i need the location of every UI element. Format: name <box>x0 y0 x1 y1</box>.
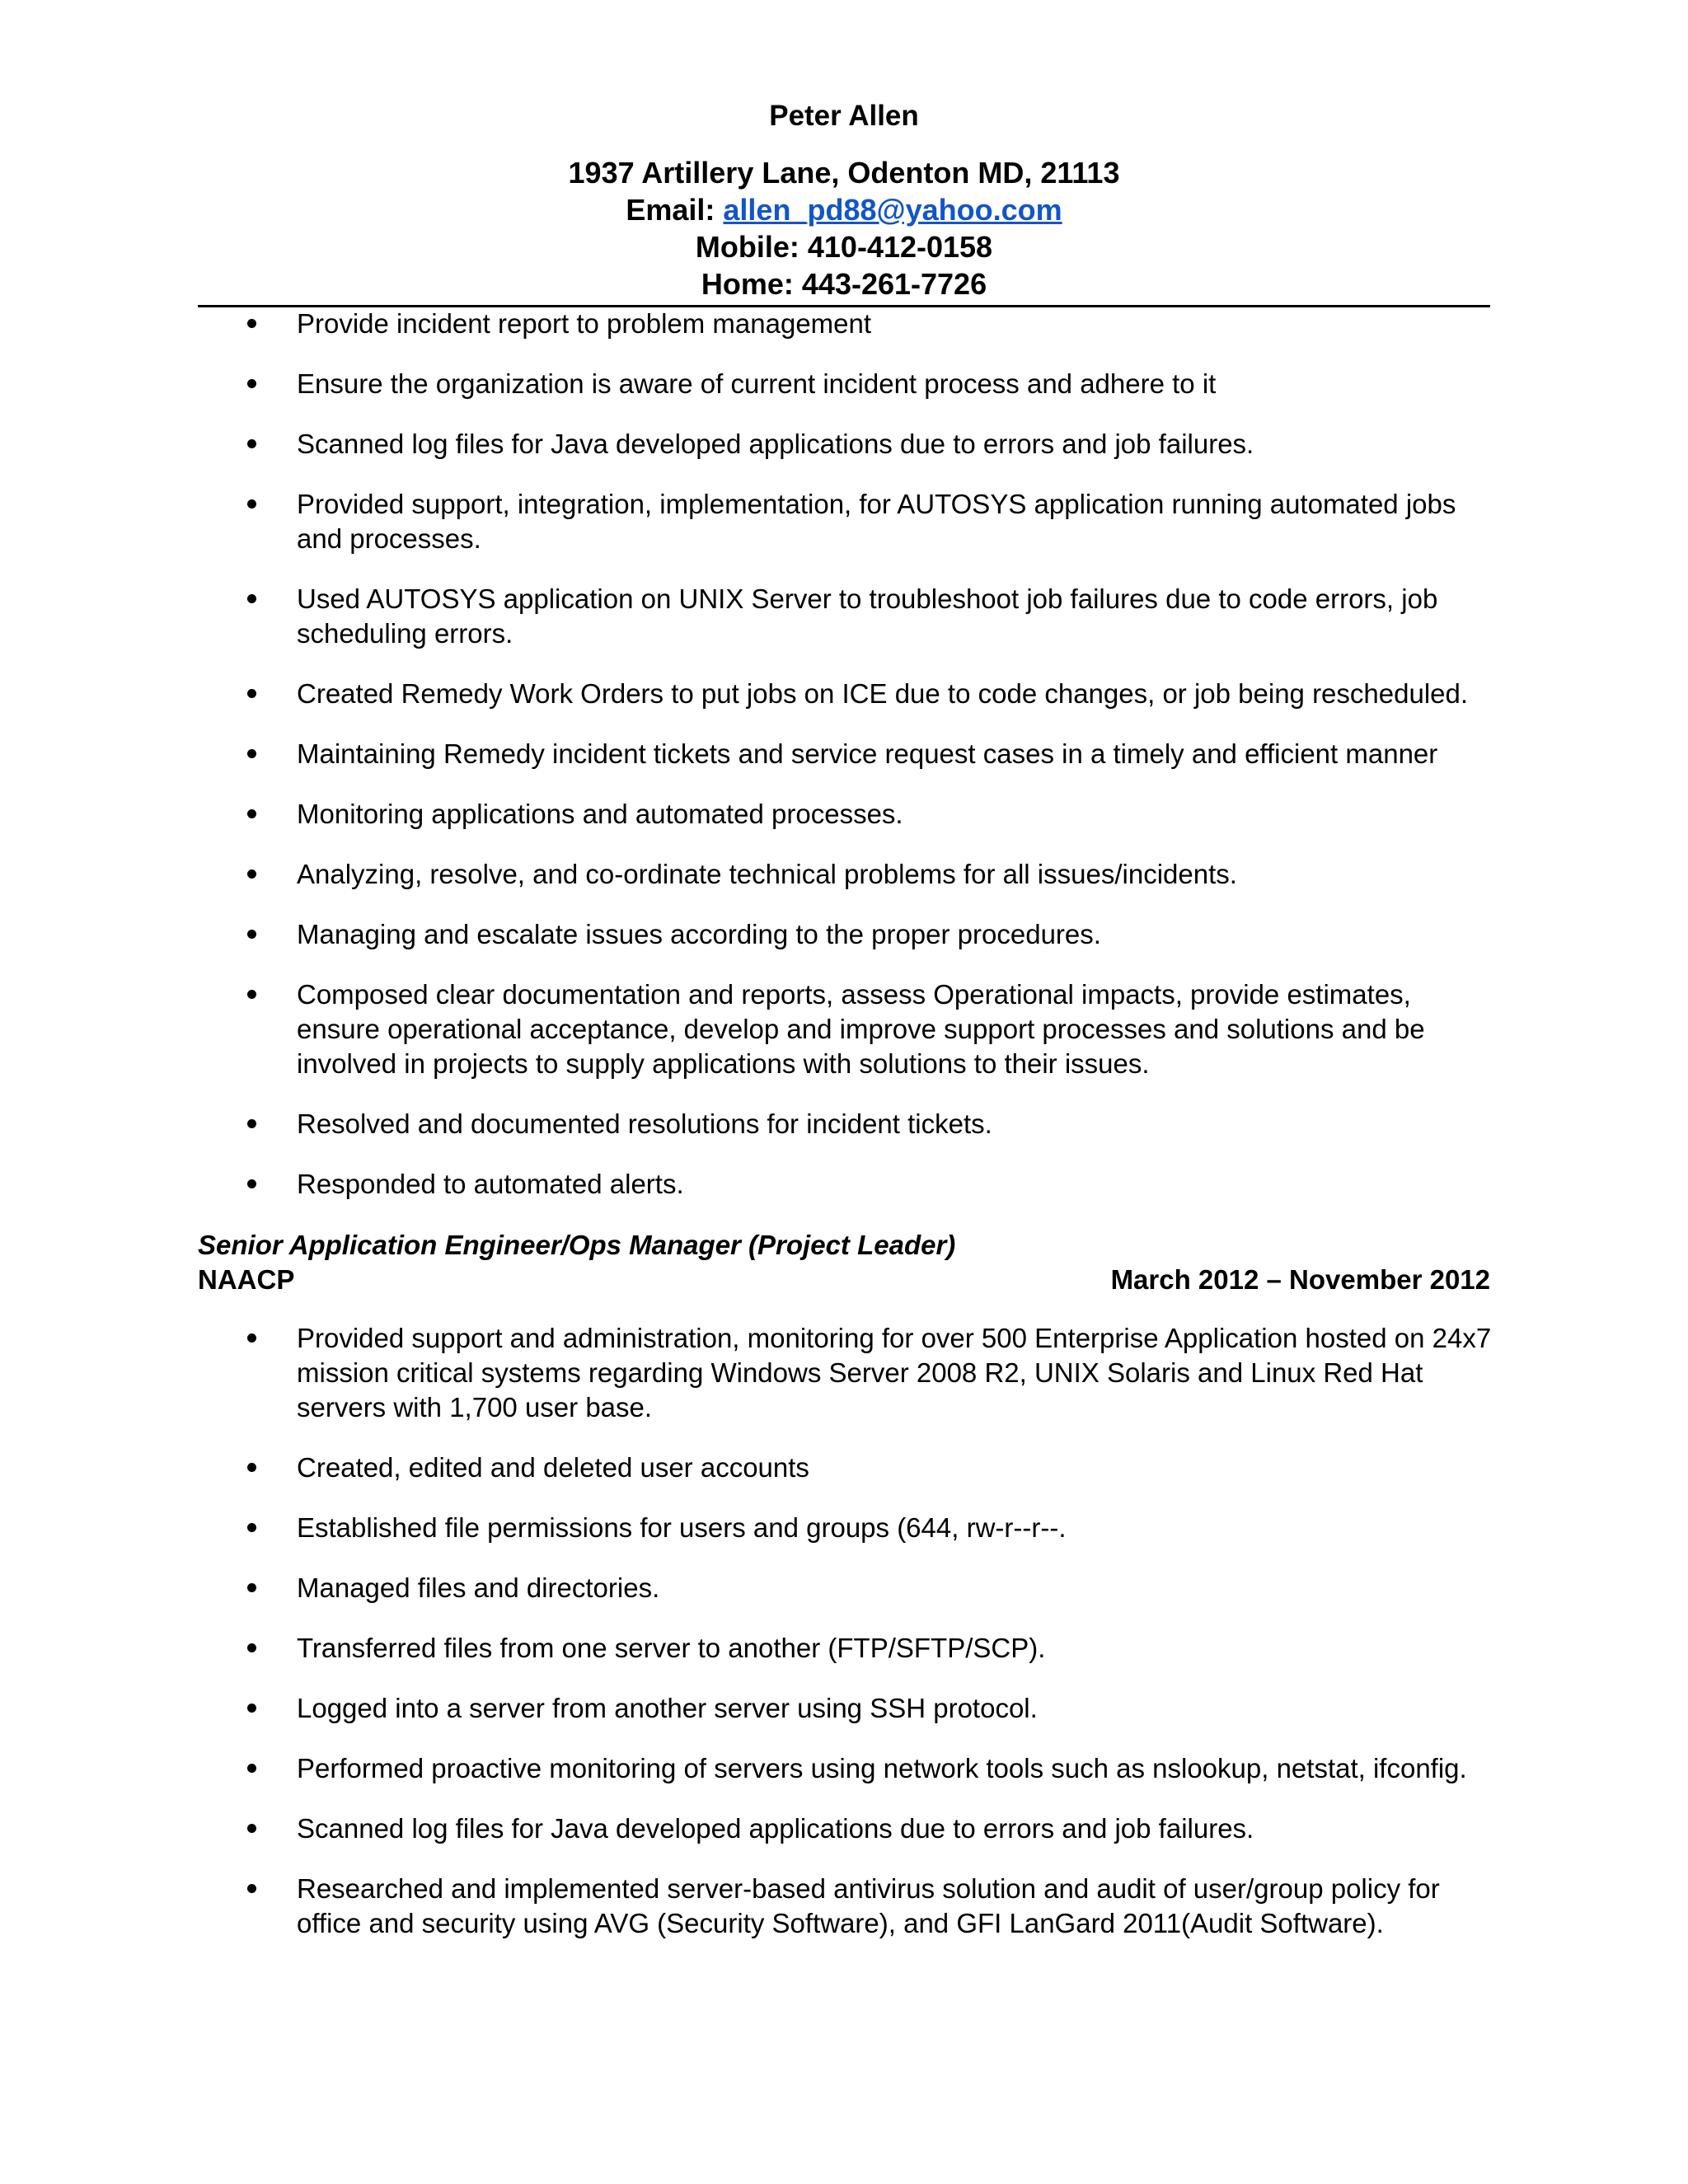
list-item <box>198 677 1500 711</box>
list-item <box>198 857 1500 892</box>
list-item <box>198 487 1500 556</box>
list-item-text: Provided support, integration, implementation, for AUTOSYS application running automated jobs and processes. <box>297 489 1456 554</box>
home-phone-line: Home: 443-261-7726 <box>701 267 987 301</box>
list-item <box>198 1451 1500 1485</box>
email-link[interactable]: allen_pd88@yahoo.com <box>723 193 1062 227</box>
bullet-icon <box>247 379 256 388</box>
bullet-icon <box>247 319 256 328</box>
bullet-icon <box>247 930 256 939</box>
resume-header <box>198 95 1490 302</box>
list-item-text: Ensure the organization is aware of current incident process and adhere to it <box>297 368 1217 399</box>
list-item <box>198 1321 1500 1425</box>
list-item-text: Scanned log files for Java developed applications due to errors and job failures. <box>297 1813 1254 1844</box>
list-item-text: Logged into a server from another server using SSH protocol. <box>297 1693 1038 1723</box>
bullet-icon <box>247 1643 256 1652</box>
bullet-icon <box>247 1884 256 1893</box>
list-item <box>198 307 1500 341</box>
job-heading <box>198 1228 1490 1297</box>
list-item-text: Managing and escalate issues according to the proper procedures. <box>297 919 1101 949</box>
list-item-text: Composed clear documentation and reports, assess Operational impacts, provide estimates, ensure operational acceptance, develop and improve support processes and solutions and be involved in projects to supply applications with solutions to their issues. <box>297 979 1425 1079</box>
list-item <box>198 1872 1500 1941</box>
email-line <box>198 191 1490 228</box>
address-line: 1937 Artillery Lane, Odenton MD, 21113 <box>568 156 1120 190</box>
bullet-icon <box>247 1463 256 1472</box>
list-item-text: Researched and implemented server-based antivirus solution and audit of user/group policy for office and security using AVG (Security Software), and GFI LanGard 2011(Audit Software). <box>297 1873 1440 1938</box>
bullet-icon <box>247 499 256 509</box>
employment-dates: March 2012 – November 2012 <box>1110 1264 1490 1295</box>
responsibilities-list <box>198 307 1500 1227</box>
bullet-icon <box>247 1824 256 1833</box>
list-item <box>198 917 1500 952</box>
list-item-text: Responded to automated alerts. <box>297 1169 684 1199</box>
list-item-text: Used AUTOSYS application on UNIX Server to troubleshoot job failures due to code errors, job scheduling errors. <box>297 583 1438 649</box>
company-name: NAACP <box>198 1264 295 1295</box>
bullet-icon <box>247 1704 256 1713</box>
email-label: Email: <box>626 193 724 227</box>
list-item <box>198 797 1500 832</box>
list-item <box>198 1691 1500 1726</box>
list-item <box>198 582 1500 651</box>
list-item-text: Provided support and administration, monitoring for over 500 Enterprise Application hosted on 24x7 mission critical systems regarding Windows Server 2008 R2, UNIX Solaris and Linux Red Hat servers with 1,700 user base. <box>297 1323 1492 1422</box>
list-item <box>198 977 1500 1081</box>
list-item <box>198 1571 1500 1605</box>
list-item <box>198 367 1500 401</box>
list-item <box>198 1631 1500 1666</box>
list-item-text: Resolved and documented resolutions for incident tickets. <box>297 1108 992 1139</box>
list-item-text: Created, edited and deleted user accounts <box>297 1452 809 1483</box>
job-meta-row <box>198 1263 1490 1297</box>
bullet-icon <box>247 1333 256 1343</box>
list-item-text: Managed files and directories. <box>297 1572 660 1603</box>
list-item <box>198 1751 1500 1786</box>
bullet-icon <box>247 439 256 448</box>
bullet-icon <box>247 594 256 603</box>
bullet-icon <box>247 990 256 999</box>
candidate-name: Peter Allen <box>769 100 919 132</box>
list-item <box>198 1511 1500 1545</box>
list-item <box>198 427 1500 462</box>
list-item-text: Maintaining Remedy incident tickets and service request cases in a timely and efficient manner <box>297 738 1438 769</box>
list-item <box>198 1811 1500 1846</box>
bullet-icon <box>247 1764 256 1773</box>
list-item-text: Analyzing, resolve, and co-ordinate technical problems for all issues/incidents. <box>297 859 1237 889</box>
bullet-icon <box>247 1583 256 1592</box>
bullet-icon <box>247 1179 256 1188</box>
bullet-icon <box>247 689 256 698</box>
list-item-text: Performed proactive monitoring of servers using network tools such as nslookup, netstat, ifconfig. <box>297 1753 1467 1783</box>
bullet-icon <box>247 1523 256 1532</box>
list-item <box>198 737 1500 771</box>
list-item-text: Established file permissions for users and groups (644, rw-r--r--. <box>297 1512 1067 1543</box>
list-item-text: Scanned log files for Java developed applications due to errors and job failures. <box>297 429 1254 459</box>
list-item-text: Created Remedy Work Orders to put jobs on ICE due to code changes, or job being rescheduled. <box>297 678 1469 709</box>
job-title: Senior Application Engineer/Ops Manager (Project Leader) <box>198 1230 956 1260</box>
list-item <box>198 1107 1500 1141</box>
list-item-text: Transferred files from one server to another (FTP/SFTP/SCP). <box>297 1633 1046 1663</box>
bullet-icon <box>247 1119 256 1128</box>
mobile-line: Mobile: 410-412-0158 <box>695 230 993 264</box>
list-item-text: Monitoring applications and automated processes. <box>297 799 903 829</box>
bullet-icon <box>247 869 256 879</box>
list-item-text: Provide incident report to problem management <box>297 308 872 339</box>
job-duties-list <box>198 1321 1500 1966</box>
list-item <box>198 1167 1500 1202</box>
bullet-icon <box>247 749 256 758</box>
bullet-icon <box>247 809 256 818</box>
